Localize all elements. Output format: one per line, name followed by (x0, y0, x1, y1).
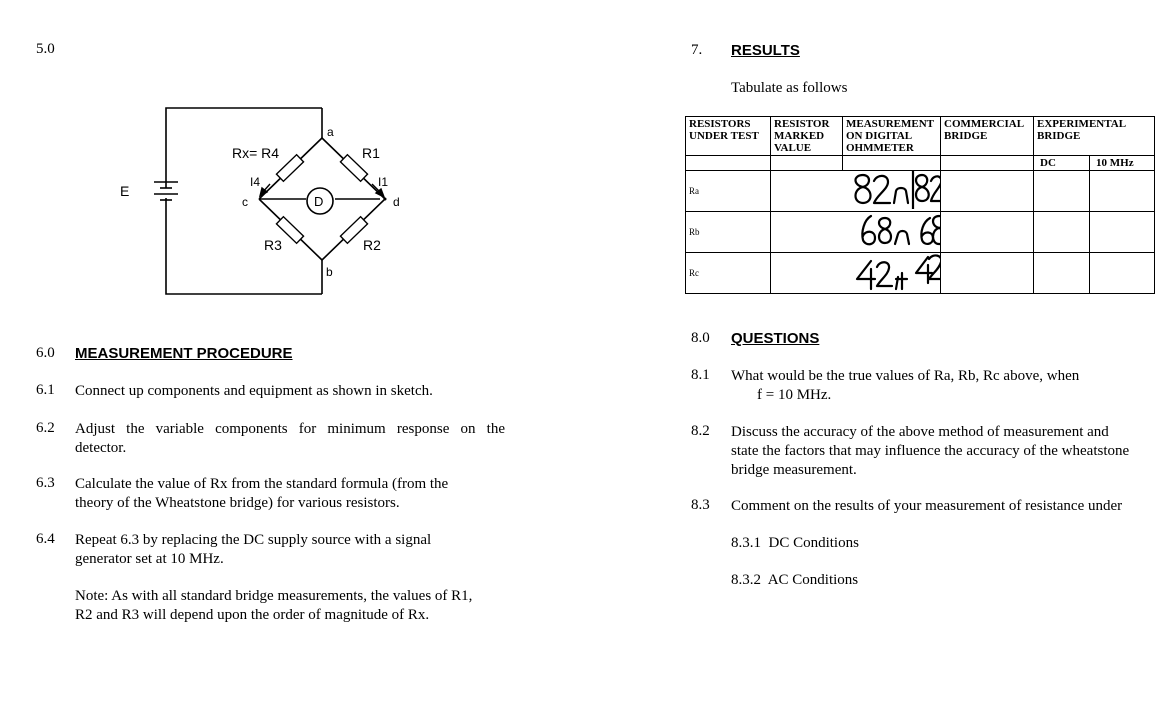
node-d-dot (384, 198, 387, 201)
item-text-6-4 (75, 531, 505, 569)
section-number-7: 7. (691, 42, 703, 58)
item-8-3-line-1: Comment on the results of your measurement of resistance under (731, 498, 1123, 514)
table-row (686, 253, 1155, 294)
sub-item-number-8-3-1: 8.3.1 (731, 535, 761, 551)
item-number-8-3: 8.3 (691, 497, 710, 513)
row-label-rb: Rb (686, 212, 771, 253)
digit-4 (857, 261, 875, 289)
ohm-symbol (895, 231, 909, 244)
item-number-6-3: 6.3 (36, 475, 55, 491)
resistor-rx (276, 155, 303, 182)
sub-item-text-dc: DC Conditions (768, 535, 859, 551)
item-number-8-2: 8.2 (691, 423, 710, 439)
item-8-2-line-1: Discuss the accuracy of the above method of measurement and (731, 424, 1109, 440)
digit-8 (916, 175, 929, 201)
sub-item-8-3-1 (731, 534, 859, 553)
sub-item-8-3-2 (731, 571, 858, 590)
digit-6 (921, 218, 933, 244)
header-commercial-bridge: COMMERCIAL BRIDGE (941, 117, 1034, 156)
sub-empty-1 (686, 156, 771, 171)
section-title-measurement-procedure: MEASUREMENT PROCEDURE (75, 345, 293, 362)
item-text-6-3 (75, 475, 505, 513)
item-6-2-line-1: Adjust the variable components for minimum response on the (75, 421, 505, 437)
sub-item-text-ac: AC Conditions (767, 572, 859, 588)
digit-8 (856, 175, 871, 203)
cell-commercial-rc (941, 253, 1034, 294)
cell-dc-rc (1034, 253, 1090, 294)
sub-empty-3 (843, 156, 941, 171)
section-number-6-0: 6.0 (36, 345, 55, 361)
table-row (686, 212, 1155, 253)
arrow-i1-head (376, 189, 384, 197)
wire-bottom (166, 198, 322, 294)
sub-item-number-8-3-2: 8.3.2 (731, 572, 761, 588)
digit-2 (874, 176, 890, 203)
note-paragraph (75, 587, 515, 625)
header-measurement-ohmmeter: MEASUREMENT ON DIGITAL OHMMETER (843, 117, 941, 156)
item-number-6-1: 6.1 (36, 382, 55, 398)
label-node-d: d (393, 195, 400, 209)
table-row (686, 171, 1155, 212)
item-6-1-line-1: Connect up components and equipment as shown in sketch. (75, 383, 433, 399)
section-title-questions: QUESTIONS (731, 330, 820, 347)
handwriting-rc (771, 253, 941, 291)
subheader-dc: DC (1034, 156, 1090, 171)
sub-empty-2 (771, 156, 843, 171)
item-text-8-3 (731, 497, 1171, 516)
digit-2 (931, 176, 941, 201)
label-node-a: a (327, 125, 334, 139)
section-number-8-0: 8.0 (691, 330, 710, 346)
handwriting-ra (771, 171, 941, 209)
item-text-8-1 (731, 367, 1161, 405)
ohm-symbol (896, 273, 907, 289)
tabulate-text: Tabulate as follows (731, 80, 848, 96)
subheader-10mhz: 10 MHz (1090, 156, 1155, 171)
item-text-8-2 (731, 423, 1171, 480)
item-8-2-line-2: state the factors that may influence the accuracy of the wheatstone (731, 443, 1130, 459)
digit-6 (862, 216, 875, 244)
label-node-c: c (242, 195, 248, 209)
note-line-1: Note: As with all standard bridge measurements, the values of R1, (75, 588, 473, 604)
item-text-6-1 (75, 382, 505, 401)
item-6-3-line-2: theory of the Wheatstone bridge) for various resistors. (75, 495, 400, 511)
digit-2 (929, 255, 941, 279)
digit-2 (877, 262, 892, 286)
section-title-results: RESULTS (731, 42, 800, 59)
cell-10mhz-rc (1090, 253, 1155, 294)
cell-dc-ra (1034, 171, 1090, 212)
label-detector: D (314, 194, 324, 209)
table-header-row (686, 117, 1155, 156)
note-line-2: R2 and R3 will depend upon the order of magnitude of Rx. (75, 607, 430, 623)
item-8-1-line-2: f = 10 MHz. (757, 387, 832, 403)
item-8-1-line-1: What would be the true values of Ra, Rb, Rc above, when (731, 368, 1080, 384)
item-6-2-line-2: detector. (75, 440, 127, 456)
row-label-ra: Ra (686, 171, 771, 212)
item-text-6-2 (75, 420, 505, 458)
wheatstone-bridge-diagram (110, 100, 430, 300)
ohm-symbol (894, 188, 908, 203)
label-E: E (120, 183, 130, 199)
digit-8 (879, 218, 891, 243)
label-i1: I1 (378, 175, 389, 189)
cell-commercial-rb (941, 212, 1034, 253)
label-i4: I4 (250, 175, 261, 189)
cell-10mhz-rb (1090, 212, 1155, 253)
header-experimental-bridge: EXPERIMENTAL BRIDGE (1034, 117, 1155, 156)
label-rx: Rx= R4 (232, 145, 280, 161)
row-label-rc: Rc (686, 253, 771, 294)
header-resistors-under-test: RESISTORS UNDER TEST (686, 117, 771, 156)
label-r3: R3 (264, 237, 282, 253)
item-number-6-2: 6.2 (36, 420, 55, 436)
label-r1: R1 (362, 145, 380, 161)
item-6-4-line-1: Repeat 6.3 by replacing the DC supply source with a signal (75, 532, 432, 548)
digit-8 (933, 216, 941, 244)
item-6-3-line-1: Calculate the value of Rx from the standard formula (from the (75, 476, 449, 492)
cell-commercial-ra (941, 171, 1034, 212)
item-number-8-1: 8.1 (691, 367, 710, 383)
section-number-5-0: 5.0 (36, 41, 55, 57)
item-number-6-4: 6.4 (36, 531, 55, 547)
header-resistor-marked-value: RESISTOR MARKED VALUE (771, 117, 843, 156)
item-8-2-line-3: bridge measurement. (731, 462, 857, 478)
cell-dc-rb (1034, 212, 1090, 253)
sub-empty-4 (941, 156, 1034, 171)
table-subheader-row (686, 156, 1155, 171)
handwritten-cell-rc (771, 253, 941, 294)
handwritten-cell-rb (771, 212, 941, 253)
results-table (685, 116, 1155, 294)
handwritten-cell-ra (771, 171, 941, 212)
label-r2: R2 (363, 237, 381, 253)
handwriting-rb (771, 212, 941, 250)
cell-10mhz-ra (1090, 171, 1155, 212)
label-node-b: b (326, 265, 333, 279)
item-6-4-line-2: generator set at 10 MHz. (75, 551, 224, 567)
